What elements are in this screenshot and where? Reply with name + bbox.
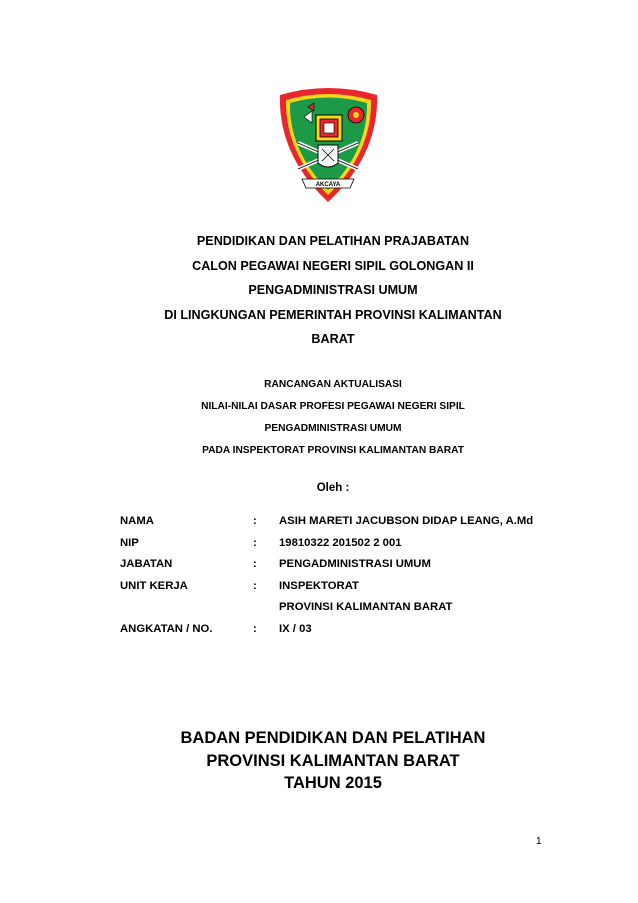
- info-colon: :: [253, 579, 257, 592]
- info-row-unit-kerja-cont: [120, 599, 580, 621]
- info-colon: :: [253, 558, 257, 571]
- info-colon: :: [253, 515, 257, 527]
- title-line: DI LINGKUNGAN PEMERINTAH PROVINSI KALIMANTAN: [164, 307, 502, 322]
- subtitle-line: PADA INSPEKTORAT PROVINSI KALIMANTAN BARAT: [202, 445, 464, 456]
- document-subtitle: [100, 374, 566, 462]
- info-label: ANGKATAN / NO.: [120, 622, 213, 635]
- info-row-jabatan: [120, 556, 580, 578]
- info-value: ASIH MARETI JACUBSON DIDAP LEANG, A.Md: [279, 515, 534, 527]
- subtitle-line: PENGADMINISTRASI UMUM: [264, 423, 402, 434]
- info-row-nip: [120, 535, 580, 557]
- info-label: UNIT KERJA: [120, 579, 188, 592]
- info-colon: :: [253, 536, 257, 549]
- footer-line: PROVINSI KALIMANTAN BARAT: [206, 751, 460, 770]
- footer-line: TAHUN 2015: [284, 774, 382, 792]
- info-row-unit-kerja: [120, 578, 580, 600]
- info-value: 19810322 201502 2 001: [279, 536, 402, 549]
- subtitle-line: NILAI-NILAI DASAR PROFESI PEGAWAI NEGERI SIPIL: [201, 401, 465, 412]
- subtitle-line: RANCANGAN AKTUALISASI: [264, 379, 402, 390]
- info-value: PROVINSI KALIMANTAN BARAT: [279, 601, 453, 614]
- institution-footer: [100, 727, 566, 795]
- title-line: PENGADMINISTRASI UMUM: [248, 283, 418, 297]
- info-value: PENGADMINISTRASI UMUM: [279, 558, 431, 571]
- info-label: NAMA: [120, 515, 154, 527]
- document-title: [100, 229, 566, 352]
- page-number: 1: [536, 836, 542, 847]
- info-value: INSPEKTORAT: [279, 579, 359, 592]
- oleh-label: Oleh :: [316, 482, 350, 494]
- title-line: BARAT: [311, 332, 355, 346]
- emblem-banner-text: AKCAYA: [315, 182, 341, 188]
- kalbar-emblem-icon: [276, 87, 381, 205]
- info-row-angkatan: [120, 621, 580, 643]
- title-line: PENDIDIKAN DAN PELATIHAN PRAJABATAN: [196, 234, 470, 248]
- info-label: JABATAN: [120, 558, 173, 571]
- title-line: CALON PEGAWAI NEGERI SIPIL GOLONGAN II: [192, 258, 474, 273]
- identity-table: [120, 513, 580, 643]
- info-row-nama: [120, 513, 580, 535]
- footer-line: BADAN PENDIDIKAN DAN PELATIHAN: [180, 729, 486, 747]
- info-colon: :: [253, 622, 257, 635]
- info-value: IX / 03: [279, 622, 312, 635]
- info-label: NIP: [120, 536, 139, 549]
